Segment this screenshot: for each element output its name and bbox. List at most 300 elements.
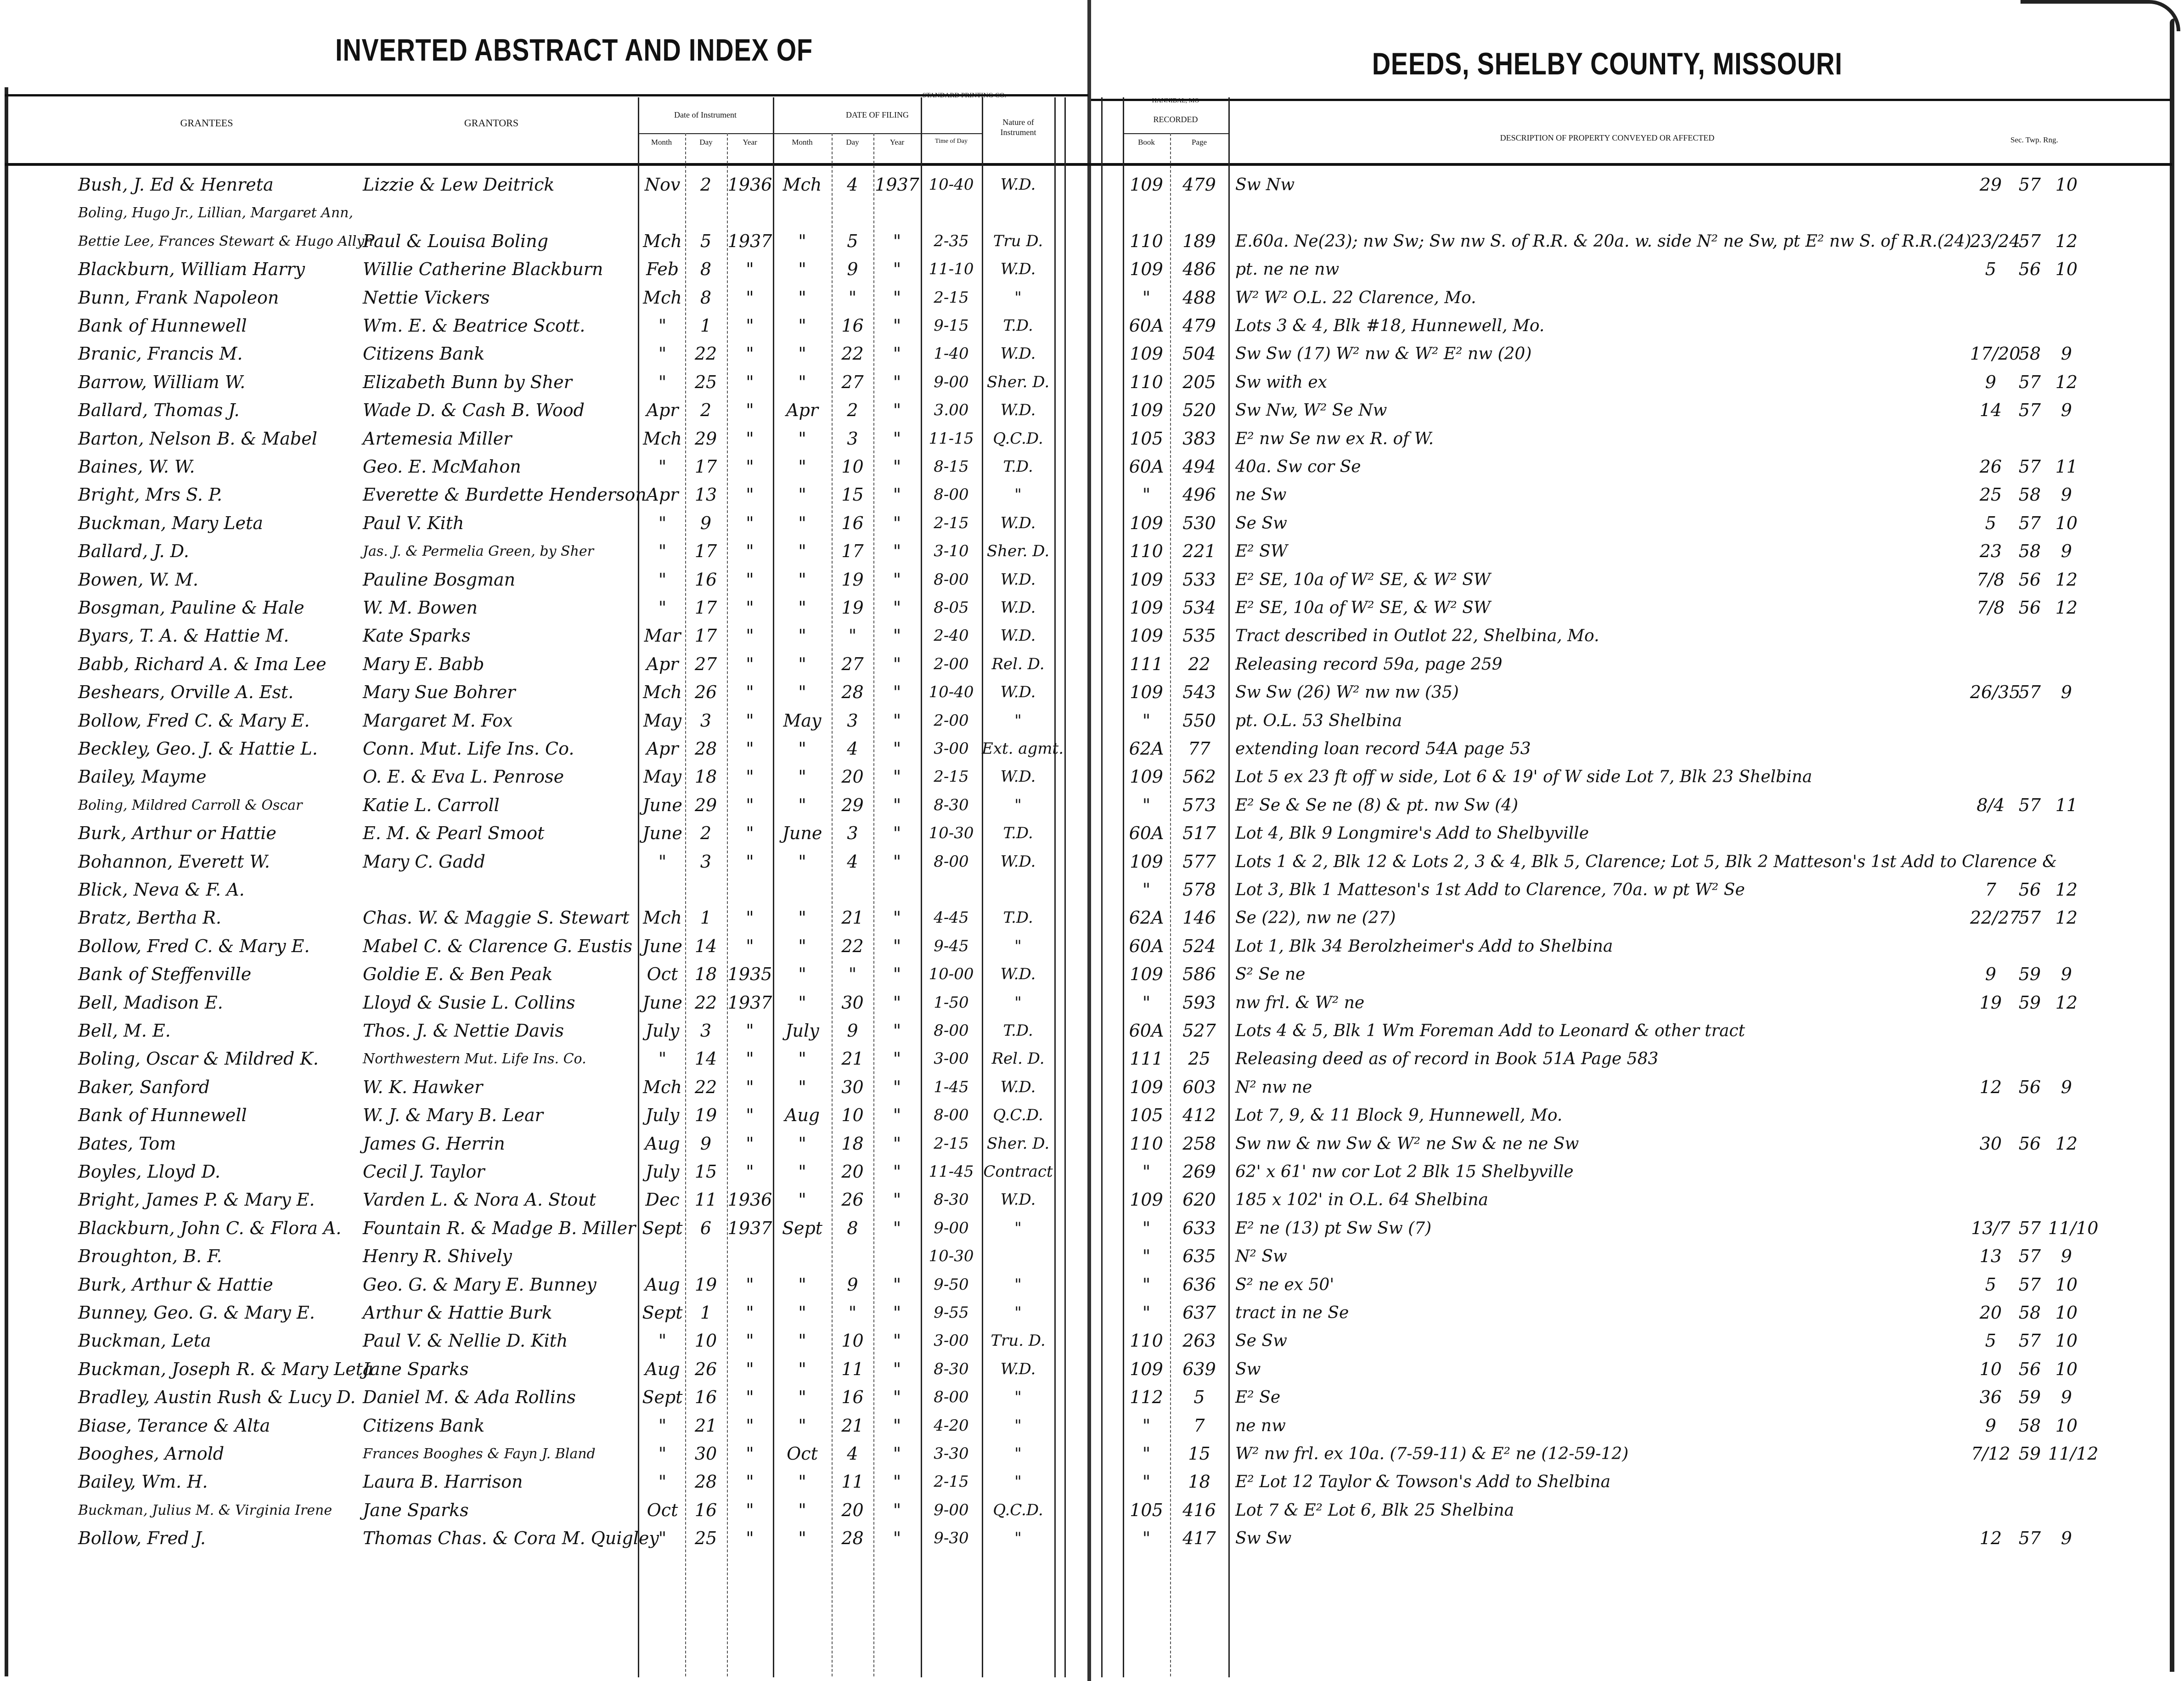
instrument-year: " xyxy=(746,541,754,562)
table-row xyxy=(0,1524,2184,1552)
book: 109 xyxy=(1130,1077,1163,1097)
instrument-day: 3 xyxy=(700,710,712,731)
filing-day: 9 xyxy=(847,1021,858,1041)
filing-day: 20 xyxy=(841,1500,864,1520)
township: 57 xyxy=(2018,1274,2041,1295)
grantor: W. M. Bowen xyxy=(363,598,478,618)
page: 517 xyxy=(1182,823,1216,844)
table-row xyxy=(0,622,2184,650)
filing-month: " xyxy=(798,626,806,646)
instrument-year: " xyxy=(746,1303,754,1323)
filing-day: 27 xyxy=(841,654,864,674)
filing-time: 2-00 xyxy=(934,711,969,730)
instrument-day: 29 xyxy=(694,795,717,815)
section: 13 xyxy=(1979,1246,2002,1267)
grantor: Wade D. & Cash B. Wood xyxy=(363,400,585,421)
filing-month: " xyxy=(798,1387,806,1408)
header-page: Page xyxy=(1191,138,1207,147)
grantor: Thos. J. & Nettie Davis xyxy=(363,1021,564,1041)
instrument-month: May xyxy=(643,710,682,731)
filing-month: " xyxy=(798,908,806,928)
instrument-day: 26 xyxy=(694,1359,717,1379)
grantor: Nettie Vickers xyxy=(363,287,490,308)
filing-year: " xyxy=(893,767,901,787)
book: 109 xyxy=(1130,851,1163,872)
filing-month: " xyxy=(798,654,806,674)
range: 10 xyxy=(2055,1415,2078,1436)
grantor: Geo. E. McMahon xyxy=(363,457,521,477)
instrument-month: " xyxy=(658,457,667,477)
instrument-nature: " xyxy=(1014,1529,1022,1548)
book: " xyxy=(1142,1472,1151,1492)
filing-year: " xyxy=(893,1359,901,1379)
grantor: Artemesia Miller xyxy=(363,428,512,449)
instrument-month: Mch xyxy=(643,908,682,928)
filing-time: 1-50 xyxy=(934,993,969,1012)
page: 18 xyxy=(1188,1472,1210,1492)
grantor: Conn. Mut. Life Ins. Co. xyxy=(363,739,574,759)
instrument-year: " xyxy=(746,626,754,646)
grantee: Boling, Oscar & Mildred K. xyxy=(78,1049,319,1069)
page: 620 xyxy=(1182,1190,1216,1210)
header-sec-twp-rng: Sec. Twp. Rng. xyxy=(2010,135,2058,144)
instrument-day: 25 xyxy=(694,372,717,392)
filing-year: " xyxy=(893,457,901,477)
filing-time: 2-15 xyxy=(934,1134,969,1153)
book: 109 xyxy=(1130,1190,1163,1210)
instrument-month: May xyxy=(643,767,682,787)
table-row xyxy=(0,904,2184,932)
filing-time: 1-45 xyxy=(934,1077,969,1096)
filing-time: 9-30 xyxy=(934,1529,969,1548)
instrument-nature: Sher. D. xyxy=(986,542,1050,561)
filing-month: Apr xyxy=(786,400,818,421)
section: 20 xyxy=(1979,1303,2002,1323)
instrument-nature: Q.C.D. xyxy=(993,429,1043,448)
table-row xyxy=(0,678,2184,706)
header-filing-day: Day xyxy=(846,138,859,147)
page: 15 xyxy=(1188,1444,1210,1464)
instrument-month: July xyxy=(645,1105,680,1126)
filing-time: 4-20 xyxy=(934,1416,969,1435)
book: 109 xyxy=(1130,569,1163,590)
section: 5 xyxy=(1985,1274,1997,1295)
page: 77 xyxy=(1188,739,1210,759)
filing-month: Sept xyxy=(782,1218,823,1238)
property-description: E² Se & Se ne (8) & pt. nw Sw (4) xyxy=(1235,795,1519,815)
header-description: DESCRIPTION OF PROPERTY CONVEYED OR AFFECTED xyxy=(1500,133,1715,142)
instrument-nature: Contract xyxy=(983,1162,1053,1181)
filing-time: 2-15 xyxy=(934,288,969,307)
book: " xyxy=(1142,880,1151,900)
instrument-nature: T.D. xyxy=(1003,316,1033,335)
range: 9 xyxy=(2060,1246,2072,1267)
grantee: Bettie Lee, Frances Stewart & Hugo Allyn xyxy=(78,233,373,249)
filing-day: 10 xyxy=(841,1331,864,1351)
filing-year: " xyxy=(893,710,901,731)
instrument-year: 1937 xyxy=(727,231,772,251)
filing-year: " xyxy=(893,1444,901,1464)
instrument-year: " xyxy=(746,1500,754,1520)
filing-day: 15 xyxy=(841,485,864,505)
header-grantees: GRANTEES xyxy=(180,117,233,129)
township: 59 xyxy=(2018,1444,2041,1464)
header-filing-month: Month xyxy=(792,138,813,147)
book: 109 xyxy=(1130,964,1163,985)
filing-day: 2 xyxy=(847,400,858,421)
township: 57 xyxy=(2018,513,2041,533)
filing-day: " xyxy=(848,964,857,985)
grantor: Paul V. & Nellie D. Kith xyxy=(363,1331,568,1351)
page: 639 xyxy=(1182,1359,1216,1379)
grantee: Buckman, Joseph R. & Mary Leta xyxy=(78,1359,373,1379)
section: 10 xyxy=(1979,1359,2002,1379)
book: 112 xyxy=(1130,1387,1163,1408)
section: 29 xyxy=(1979,175,2002,195)
property-description: E² ne (13) pt Sw Sw (7) xyxy=(1235,1218,1432,1238)
filing-year: " xyxy=(893,823,901,844)
page: 22 xyxy=(1188,654,1210,674)
filing-month: " xyxy=(798,795,806,815)
header-book: Book xyxy=(1138,138,1155,147)
table-row xyxy=(0,1355,2184,1383)
property-description: E² Lot 12 Taylor & Towson's Add to Shelbina xyxy=(1235,1472,1611,1492)
instrument-nature: Tru. D. xyxy=(991,1331,1046,1350)
township: 57 xyxy=(2018,1528,2041,1549)
filing-month: " xyxy=(798,428,806,449)
grantor: Willie Catherine Blackburn xyxy=(363,259,603,280)
book: 110 xyxy=(1130,1133,1163,1154)
table-row xyxy=(0,650,2184,678)
instrument-nature: W.D. xyxy=(1000,1359,1036,1378)
page: 496 xyxy=(1182,485,1216,505)
instrument-month: Mch xyxy=(643,287,682,308)
instrument-day: 18 xyxy=(694,964,717,985)
grantee: Babb, Richard A. & Ima Lee xyxy=(78,654,326,674)
grantor: Laura B. Harrison xyxy=(363,1472,523,1492)
section: 19 xyxy=(1979,992,2002,1013)
printer-name: STANDARD PRINTING CO. xyxy=(922,92,1007,99)
property-description: extending loan record 54A page 53 xyxy=(1235,739,1531,758)
instrument-year: " xyxy=(746,287,754,308)
instrument-nature: Q.C.D. xyxy=(993,1500,1043,1519)
property-description: 40a. Sw cor Se xyxy=(1235,457,1361,476)
filing-month: " xyxy=(798,259,806,280)
instrument-nature: Sher. D. xyxy=(986,372,1050,391)
filing-year: " xyxy=(893,964,901,985)
instrument-nature: " xyxy=(1014,1303,1022,1322)
instrument-year: " xyxy=(746,682,754,703)
grantee: Bush, J. Ed & Henreta xyxy=(78,175,274,195)
filing-day: 16 xyxy=(841,513,864,533)
instrument-day: 17 xyxy=(694,457,717,477)
instrument-year: " xyxy=(746,259,754,280)
section: 23/24 xyxy=(1970,231,2021,251)
instrument-month: Dec xyxy=(645,1190,680,1210)
book: " xyxy=(1142,710,1151,731)
instrument-day: 22 xyxy=(694,1077,717,1097)
section: 5 xyxy=(1985,259,1997,280)
book: " xyxy=(1142,1415,1151,1436)
instrument-year: " xyxy=(746,1444,754,1464)
filing-month: " xyxy=(798,1303,806,1323)
property-description: Lot 4, Blk 9 Longmire's Add to Shelbyville xyxy=(1235,824,1589,843)
instrument-day: 17 xyxy=(694,598,717,618)
page: 189 xyxy=(1182,231,1216,251)
book: " xyxy=(1142,1528,1151,1549)
grantor: Frances Booghes & Fayn J. Bland xyxy=(363,1446,596,1462)
property-description: 185 x 102' in O.L. 64 Shelbina xyxy=(1235,1190,1488,1210)
table-row xyxy=(0,1383,2184,1411)
filing-year: " xyxy=(893,598,901,618)
instrument-nature: " xyxy=(1014,993,1022,1012)
book: 109 xyxy=(1130,513,1163,533)
instrument-year: " xyxy=(746,654,754,674)
instrument-nature: W.D. xyxy=(1000,626,1036,645)
instrument-nature: Rel. D. xyxy=(991,1049,1045,1068)
table-row xyxy=(0,1101,2184,1129)
table-row xyxy=(0,1299,2184,1327)
filing-year: " xyxy=(893,259,901,280)
grantee: Beckley, Geo. J. & Hattie L. xyxy=(78,739,318,759)
table-row xyxy=(0,312,2184,340)
filing-year: " xyxy=(893,316,901,336)
township: 57 xyxy=(2018,372,2041,392)
grantee: Boyles, Lloyd D. xyxy=(78,1162,220,1182)
range: 10 xyxy=(2055,513,2078,533)
filing-time: 8-00 xyxy=(934,1388,969,1407)
instrument-year: " xyxy=(746,428,754,449)
book: 109 xyxy=(1130,400,1163,421)
instrument-month: June xyxy=(642,992,682,1013)
book: " xyxy=(1142,1246,1151,1267)
filing-day: 3 xyxy=(847,823,858,844)
instrument-month: Mch xyxy=(643,231,682,251)
grantee: Bell, M. E. xyxy=(78,1021,171,1041)
grantee: Bradley, Austin Rush & Lucy D. xyxy=(78,1387,356,1408)
header-top-rule-right xyxy=(1091,99,2170,101)
township: 58 xyxy=(2018,541,2041,562)
ledger-title-right: DEEDS, SHELBY COUNTY, MISSOURI xyxy=(1372,46,1843,81)
book: 109 xyxy=(1130,682,1163,703)
filing-time: 9-45 xyxy=(934,936,969,955)
instrument-year: " xyxy=(746,485,754,505)
instrument-nature: Q.C.D. xyxy=(993,1106,1043,1125)
filing-month: " xyxy=(798,598,806,618)
filing-day: 20 xyxy=(841,767,864,787)
filing-day: 21 xyxy=(841,1415,864,1436)
table-row xyxy=(0,876,2184,904)
filing-day: 4 xyxy=(847,851,858,872)
instrument-month: " xyxy=(658,598,667,618)
table-row xyxy=(0,819,2184,847)
page: 633 xyxy=(1182,1218,1216,1238)
filing-month: Mch xyxy=(782,175,822,195)
grantee: Biase, Terance & Alta xyxy=(78,1415,270,1436)
range: 10 xyxy=(2055,1359,2078,1379)
property-description: E² nw Se nw ex R. of W. xyxy=(1235,429,1434,448)
filing-time: 9-00 xyxy=(934,372,969,391)
section: 22/27 xyxy=(1970,908,2021,928)
grantee: Ballard, Thomas J. xyxy=(78,400,240,421)
table-row xyxy=(0,340,2184,368)
filing-day: " xyxy=(848,287,857,308)
instrument-day: 13 xyxy=(694,485,717,505)
property-description: E² SE, 10a of W² SE, & W² SW xyxy=(1235,598,1491,617)
property-description: Releasing record 59a, page 259 xyxy=(1235,654,1503,674)
instrument-nature: T.D. xyxy=(1003,457,1033,476)
instrument-nature: " xyxy=(1014,1275,1022,1294)
property-description: Sw xyxy=(1235,1359,1261,1379)
filing-day: 30 xyxy=(841,992,864,1013)
grantee: Branic, Francis M. xyxy=(78,344,243,364)
range: 9 xyxy=(2060,682,2072,703)
filing-time: 10-30 xyxy=(929,824,974,843)
instrument-year: 1937 xyxy=(727,992,772,1013)
instrument-nature: " xyxy=(1014,485,1022,504)
property-description: Sw with ex xyxy=(1235,372,1327,392)
page: 488 xyxy=(1182,287,1216,308)
grantee: Bosgman, Pauline & Hale xyxy=(78,598,304,618)
township: 56 xyxy=(2018,1077,2041,1097)
instrument-month: Sept xyxy=(642,1218,683,1238)
filing-time: 8-30 xyxy=(934,795,969,814)
instrument-nature: W.D. xyxy=(1000,767,1036,786)
filing-day: 28 xyxy=(841,682,864,703)
instrument-day: 14 xyxy=(694,1049,717,1069)
township: 58 xyxy=(2018,1303,2041,1323)
section: 30 xyxy=(1979,1133,2002,1154)
filing-time: 11-10 xyxy=(929,260,974,279)
instrument-year: " xyxy=(746,767,754,787)
filing-day: 18 xyxy=(841,1133,864,1154)
section: 25 xyxy=(1979,485,2002,505)
table-row xyxy=(0,707,2184,735)
grantee: Blick, Neva & F. A. xyxy=(78,880,245,900)
property-description: pt. O.L. 53 Shelbina xyxy=(1235,711,1402,730)
grantee: Ballard, J. D. xyxy=(78,541,189,562)
filing-year: " xyxy=(893,428,901,449)
filing-day: 27 xyxy=(841,372,864,392)
instrument-year: " xyxy=(746,1387,754,1408)
instrument-month: " xyxy=(658,851,667,872)
page: 586 xyxy=(1182,964,1216,985)
instrument-year: " xyxy=(746,1133,754,1154)
page: 146 xyxy=(1182,908,1216,928)
range: 12 xyxy=(2055,992,2078,1013)
section: 7 xyxy=(1985,880,1997,900)
instrument-year: " xyxy=(746,457,754,477)
filing-time: 8-05 xyxy=(934,598,969,617)
table-row xyxy=(0,989,2184,1017)
instrument-nature: T.D. xyxy=(1003,824,1033,843)
header-inst-year: Year xyxy=(743,138,757,147)
property-description: Lots 3 & 4, Blk #18, Hunnewell, Mo. xyxy=(1235,316,1545,335)
instrument-year: " xyxy=(746,316,754,336)
header-top-rule xyxy=(5,94,1088,96)
filing-year: " xyxy=(893,287,901,308)
filing-time: 8-00 xyxy=(934,1021,969,1040)
instrument-day: 8 xyxy=(700,287,712,308)
grantor: Jane Sparks xyxy=(363,1500,469,1520)
filing-month: May xyxy=(783,710,822,731)
book: " xyxy=(1142,485,1151,505)
township: 57 xyxy=(2018,1246,2041,1267)
filing-year: " xyxy=(893,1387,901,1408)
filing-month: " xyxy=(798,739,806,759)
instrument-nature: " xyxy=(1014,288,1022,307)
table-row xyxy=(0,1214,2184,1242)
property-description: Lot 3, Blk 1 Matteson's 1st Add to Clarence, 70a. w pt W² Se xyxy=(1235,880,1745,899)
instrument-nature: Sher. D. xyxy=(986,1134,1050,1153)
filing-month: " xyxy=(798,485,806,505)
table-row xyxy=(0,1242,2184,1270)
instrument-month: " xyxy=(658,344,667,364)
range: 10 xyxy=(2055,259,2078,280)
grantee: Bunn, Frank Napoleon xyxy=(78,287,279,308)
section: 26/35 xyxy=(1970,682,2021,703)
range: 10 xyxy=(2055,1303,2078,1323)
book: 110 xyxy=(1130,1331,1163,1351)
grantee: Bright, Mrs S. P. xyxy=(78,485,222,505)
township: 59 xyxy=(2018,1387,2041,1408)
page: 412 xyxy=(1182,1105,1216,1126)
filing-time: 4-45 xyxy=(934,908,969,927)
instrument-nature: Rel. D. xyxy=(991,654,1045,673)
instrument-nature: " xyxy=(1014,711,1022,730)
range: 9 xyxy=(2060,1387,2072,1408)
header-date-of-instrument: Date of Instrument xyxy=(674,110,737,119)
table-row xyxy=(0,1045,2184,1073)
instrument-nature: W.D. xyxy=(1000,260,1036,279)
filing-time: 11-45 xyxy=(929,1162,974,1181)
instrument-day: 8 xyxy=(700,259,712,280)
instrument-nature: " xyxy=(1014,795,1022,814)
filing-time: 3-00 xyxy=(934,739,969,758)
page: 417 xyxy=(1182,1528,1216,1549)
table-row xyxy=(0,368,2184,396)
property-description: Lot 5 ex 23 ft off w side, Lot 6 & 19' of W side Lot 7, Blk 23 Shelbina xyxy=(1235,767,1812,787)
grantor: Cecil J. Taylor xyxy=(363,1162,485,1182)
table-row xyxy=(0,960,2184,988)
section: 7/12 xyxy=(1971,1444,2010,1464)
instrument-month: Mch xyxy=(643,682,682,703)
book: 109 xyxy=(1130,767,1163,787)
instrument-year: " xyxy=(746,1021,754,1041)
filing-year: " xyxy=(893,1133,901,1154)
page: 573 xyxy=(1182,795,1216,815)
instrument-nature: W.D. xyxy=(1000,1077,1036,1096)
grantee: Boling, Mildred Carroll & Oscar xyxy=(78,797,303,813)
grantor: Lloyd & Susie L. Collins xyxy=(363,992,575,1013)
filing-time: 10-40 xyxy=(929,175,974,194)
property-description: Se Sw xyxy=(1235,1331,1287,1351)
instrument-month: June xyxy=(642,823,682,844)
instrument-month: " xyxy=(658,1528,667,1549)
filing-day: 19 xyxy=(841,598,864,618)
filing-month: " xyxy=(798,936,806,956)
instrument-nature: " xyxy=(1014,1444,1022,1463)
instrument-nature: W.D. xyxy=(1000,683,1036,702)
instrument-month: " xyxy=(658,569,667,590)
range: 10 xyxy=(2055,175,2078,195)
table-row xyxy=(0,284,2184,312)
book: " xyxy=(1142,992,1151,1013)
instrument-nature: W.D. xyxy=(1000,1190,1036,1209)
grantee: Bratz, Bertha R. xyxy=(78,908,221,928)
instrument-month: July xyxy=(645,1021,680,1041)
property-description: Lots 4 & 5, Blk 1 Wm Foreman Add to Leonard & other tract xyxy=(1235,1021,1745,1040)
